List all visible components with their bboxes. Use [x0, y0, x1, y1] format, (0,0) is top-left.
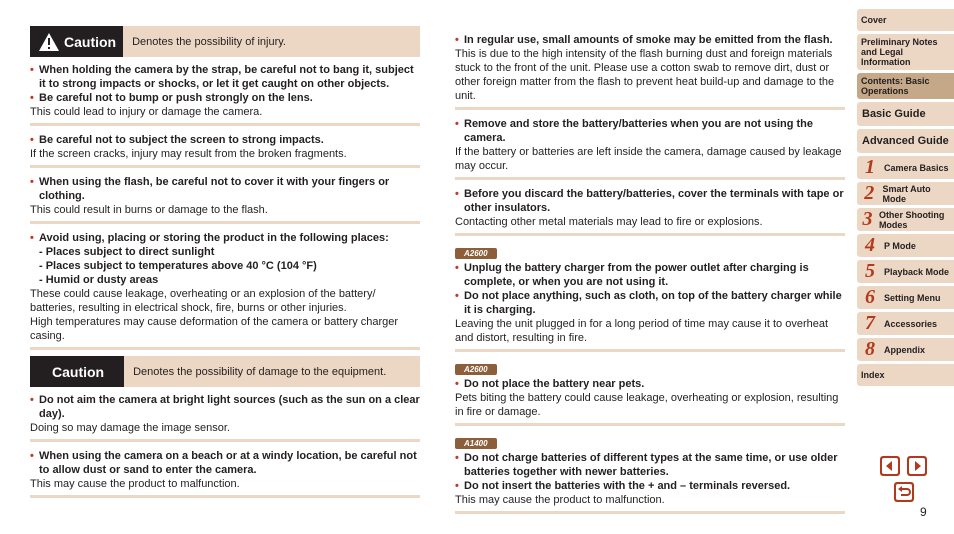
list-item: • Do not aim the camera at bright light sources (such as the sun on a clear day). Doing so may damage the image sensor. [30, 390, 420, 442]
arrow-left-icon [884, 460, 896, 472]
page-number: 9 [920, 505, 927, 519]
caution-label: Caution [30, 356, 124, 387]
sidebar-item-chapter-3[interactable]: 3 Other Shooting Modes [857, 208, 954, 231]
model-tag: A2600 [455, 364, 497, 375]
return-button[interactable] [894, 482, 914, 502]
list-item: • In regular use, small amounts of smoke may be emitted from the flash. This is due to the high intensity of the flash burning dust and foreign materials stuck to the front of the unit. Please use a cotton swab to remove dirt, dust or other foreign matter from the flash to prevent heat build-up and damage to the unit. [455, 30, 845, 110]
list-item: • Avoid using, placing or storing the product in the following places: - Places subject to direct sunlight - Places subject to temperatures above 40 °C (104 °F) - Humid or dusty areas These could cause leakage, overheating or an explosion of the battery/ batteries, resulting in electrical shock, fire, burns or other injuries. High temperatures may cause deformation of the camera or battery charger casing. [30, 228, 420, 350]
list-item: • Before you discard the battery/batteries, cover the terminals with tape or other insulators. Contacting other metal materials may lead to fire or explosions. [455, 184, 845, 236]
sidebar-item-chapter-4[interactable]: 4 P Mode [857, 234, 954, 257]
list-item: A2600 • Unplug the battery charger from the power outlet after charging is complete, or when you are not using it. • Do not place anything, such as cloth, on top of the battery charger while it is charging. Leaving the unit plugged in for a long period of time may cause it to overheat and distort, resulting in fire. [455, 240, 845, 352]
sidebar-item-advanced-guide[interactable]: Advanced Guide [857, 129, 954, 153]
list-item: • Be careful not to subject the screen to strong impacts. If the screen cracks, injury may result from the broken fragments. [30, 130, 420, 168]
sidebar-item-chapter-8[interactable]: 8 Appendix [857, 338, 954, 361]
sidebar-item-chapter-2[interactable]: 2 Smart Auto Mode [857, 182, 954, 205]
caution-description: Denotes the possibility of damage to the equipment. [133, 365, 387, 378]
caution-description: Denotes the possibility of injury. [132, 35, 286, 48]
right-column [455, 30, 845, 518]
list-item: A1400 • Do not charge batteries of different types at the same time, or use older batteries together with newer batteries. • Do not insert the batteries with the + and – terminals reversed. This may cause the product to malfunction. [455, 430, 845, 514]
list-item: • When holding the camera by the strap, be careful not to bang it, subject it to strong impacts or shocks, or let it get caught on other objects. • Be careful not to bump or push strongly on the lens. This could lead to injury or damage the camera. [30, 60, 420, 126]
sidebar-item-chapter-1[interactable]: 1 Camera Basics [857, 156, 954, 179]
sidebar-item-cover[interactable]: Cover [857, 9, 954, 31]
sidebar-item-chapter-6[interactable]: 6 Setting Menu [857, 286, 954, 309]
model-tag: A1400 [455, 438, 497, 449]
sidebar-item-chapter-5[interactable]: 5 Playback Mode [857, 260, 954, 283]
list-item: • When using the camera on a beach or at a windy location, be careful not to allow dust or sand to enter the camera. This may cause the product to malfunction. [30, 446, 420, 498]
caution-equipment-banner [30, 356, 420, 387]
sidebar-nav [857, 9, 954, 389]
list-item: • When using the flash, be careful not to cover it with your fingers or clothing. This could result in burns or damage to the flash. [30, 172, 420, 224]
sidebar-item-contents[interactable]: Contents: Basic Operations [857, 73, 954, 99]
left-column [30, 26, 420, 502]
list-item: A2600 • Do not place the battery near pets. Pets biting the battery could cause leakage, overheating or explosion, resulting in fire or damage. [455, 356, 845, 426]
arrow-right-icon [911, 460, 923, 472]
caution-label: Caution [30, 26, 123, 57]
model-tag: A2600 [455, 248, 497, 259]
sidebar-item-basic-guide[interactable]: Basic Guide [857, 102, 954, 126]
sidebar-item-preliminary-notes[interactable]: Preliminary Notes and Legal Information [857, 34, 954, 70]
list-item: • Remove and store the battery/batteries when you are not using the camera. If the battery or batteries are left inside the camera, damage caused by leakage may occur. [455, 114, 845, 180]
warning-triangle-icon [38, 32, 60, 52]
next-page-button[interactable] [907, 456, 927, 476]
caution-injury-banner [30, 26, 420, 57]
return-icon [897, 486, 911, 498]
prev-page-button[interactable] [880, 456, 900, 476]
sidebar-item-index[interactable]: Index [857, 364, 954, 386]
sidebar-item-chapter-7[interactable]: 7 Accessories [857, 312, 954, 335]
